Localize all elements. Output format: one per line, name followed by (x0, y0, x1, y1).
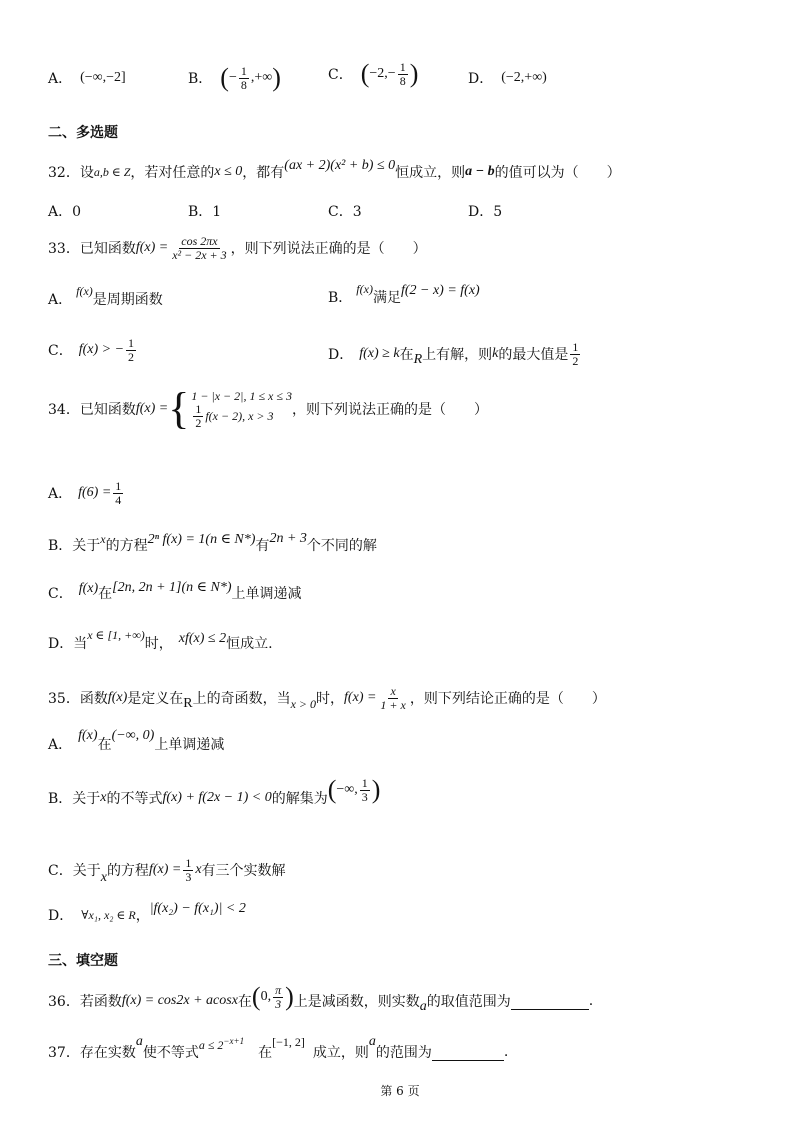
question-number: 37． (48, 1045, 80, 1061)
question-text: 时， (316, 691, 345, 707)
option-text: 有三个实数解 (201, 863, 286, 879)
case-1: 1 − |x − 2|, 1 ≤ x ≤ 3 (191, 388, 292, 403)
fraction (126, 337, 136, 363)
option-text: 恒成立. (226, 636, 273, 652)
math-expr: xf(x) ≤ 2 (178, 631, 227, 646)
q31-option-c (328, 52, 418, 96)
answer-blank[interactable] (432, 1044, 504, 1061)
option-label: A． (48, 486, 73, 502)
math-expr: f(x) (107, 690, 128, 705)
option-label: B． (48, 791, 73, 807)
option-text: 是周期函数 (92, 292, 163, 308)
question-text: ，则下列说法正确的是（ ） (291, 402, 488, 418)
math-expr: x (100, 790, 107, 805)
frac-den: 8 (240, 77, 247, 92)
option-label: D． (48, 908, 74, 924)
q32-option-a: A．0 (48, 204, 82, 220)
question-37 (48, 1034, 760, 1070)
math-expr: (−∞, 0) (111, 728, 155, 743)
q34-option-d (48, 628, 273, 658)
option-text: 上有解，则 (422, 347, 493, 363)
frac-num: x (390, 683, 396, 698)
q34-option-c (48, 578, 302, 608)
q35-option-a (48, 728, 224, 760)
math-expr: 2n + 3 (269, 531, 307, 546)
math-expr: f(x) = (344, 690, 377, 705)
case-2 (191, 403, 292, 429)
option-text: 的方程 (106, 863, 149, 879)
math-expr: f(x) (78, 581, 99, 596)
option-text: ， (135, 908, 150, 924)
frac-den: 8 (399, 73, 406, 88)
q33-option-d (328, 334, 582, 374)
option-head: −2,− (369, 66, 396, 81)
option-label: C． (328, 67, 353, 83)
section-heading-fill-in: 三、填空题 (48, 953, 118, 969)
question-33 (48, 228, 760, 268)
math-expr: 2ⁿ f(x) = 1(n ∈ N*) (147, 531, 256, 547)
math-expr: f(x) + f(2x − 1) < 0 (162, 790, 272, 805)
option-label: A． (48, 71, 73, 87)
frac-den: 2 (128, 349, 135, 364)
math-expr: x (100, 870, 107, 885)
case-2-expr: f(x − 2), x > 3 (205, 408, 274, 423)
math-expr: a − b (465, 164, 495, 179)
option-text: 当 (73, 636, 88, 652)
frac-den: 4 (115, 492, 122, 507)
option-label: D． (328, 347, 354, 363)
paren-close: ) (272, 63, 281, 92)
frac-num: 1 (195, 402, 202, 417)
frac-num: π (275, 982, 282, 997)
answer-blank[interactable] (511, 993, 589, 1010)
math-expr: a,b ∈ Z (93, 164, 131, 179)
question-text: 在 (258, 1045, 273, 1061)
q31-option-a (48, 64, 126, 92)
option-text: 在 (399, 347, 414, 363)
section-heading-multiple-choice: 二、多选题 (48, 125, 118, 141)
option-text: 个不同的解 (306, 538, 377, 554)
option-label: C． (48, 863, 73, 879)
question-text: 是定义在 (127, 691, 184, 707)
question-text: 已知函数 (79, 241, 136, 257)
fraction (273, 984, 283, 1010)
math-expr: f(2 − x) = f(x) (400, 283, 480, 298)
math-expr: [−1, 2] (272, 1034, 305, 1049)
frac-den: 3 (185, 869, 192, 884)
question-number: 33． (48, 241, 80, 257)
math-expr: (ax + 2)(x² + b) ≤ 0 (284, 158, 396, 173)
q34-option-b (48, 530, 377, 560)
frac-den: 1 + x (380, 697, 406, 712)
option-text: 关于 (72, 538, 101, 554)
option-label: A． (48, 737, 73, 753)
fraction (193, 403, 203, 429)
question-text: ，则下列说法正确的是（ ） (230, 241, 427, 257)
fraction (239, 65, 249, 91)
frac-den: 2 (572, 353, 579, 368)
question-text: 存在实数 (79, 1045, 136, 1061)
question-text: 上的奇函数，当 (192, 691, 291, 707)
option-tail: ,+∞ (250, 70, 273, 85)
math-expr-with-exponent (199, 1036, 244, 1053)
interval-head: 0, (260, 989, 272, 1004)
question-text: 上是减函数，则实数 (293, 994, 420, 1010)
question-text: 已知函数 (79, 402, 136, 418)
option-text: 的最大值是 (498, 347, 569, 363)
option-text: 上单调递减 (231, 586, 302, 602)
question-number: 34． (48, 402, 80, 418)
math-expr: a (368, 1034, 376, 1049)
question-36 (48, 980, 760, 1022)
frac-num: 1 (361, 775, 368, 790)
option-label: B． (48, 538, 73, 554)
frac-num: 1 (185, 855, 192, 870)
math-expr: a (135, 1034, 143, 1049)
question-text: 函数 (79, 691, 108, 707)
frac-num: 1 (399, 59, 406, 74)
math-expr: k (492, 346, 499, 361)
frac-den: 3 (275, 996, 282, 1011)
question-text: 恒成立，则 (395, 165, 466, 181)
question-text: 使不等式 (142, 1045, 199, 1061)
q34-option-a (48, 472, 125, 514)
math-expr: x (100, 531, 106, 546)
paren-open: ( (327, 775, 337, 804)
q35-option-d (48, 900, 246, 930)
interval-head: −∞, (336, 782, 358, 797)
brace-symbol: { (168, 384, 190, 433)
question-text: 的取值范围为 (426, 994, 511, 1010)
question-text: . (503, 1044, 509, 1060)
question-text: . (588, 993, 594, 1009)
option-label: D． (48, 636, 74, 652)
question-text: ，都有 (242, 165, 285, 181)
option-label: A． (48, 292, 73, 308)
math-expr: f(6) = (78, 485, 112, 500)
frac-num: 1 (115, 478, 122, 493)
math-expr: f(x) (78, 728, 98, 743)
option-text: 在 (98, 586, 113, 602)
math-expr: f(x) = cos2x + acosx (121, 993, 238, 1008)
option-label: B． (328, 290, 353, 306)
question-35 (48, 678, 760, 718)
option-text: 满足 (372, 290, 401, 306)
q32-option-c: C．3 (328, 204, 362, 220)
option-text: 关于 (72, 863, 101, 879)
option-value: (−2,+∞) (501, 70, 547, 85)
option-text: 时， (144, 636, 173, 652)
math-expr: a (419, 999, 427, 1014)
question-34 (48, 378, 760, 440)
frac-num: 1 (128, 335, 135, 350)
option-label: B． (188, 71, 213, 87)
math-expr: R (413, 352, 423, 367)
frac-num: 1 (240, 63, 247, 78)
q32-option-b: B．1 (188, 204, 222, 220)
fraction (570, 341, 580, 367)
math-expr: f(x) > − (78, 342, 125, 357)
option-label: C． (48, 586, 73, 602)
paren-open: ( (251, 982, 261, 1011)
q31-option-b (188, 56, 281, 100)
math-expr: f(x) (76, 283, 93, 298)
question-text: 成立，则 (312, 1045, 369, 1061)
q33-option-a (48, 284, 163, 314)
paren-close: ) (371, 775, 381, 804)
question-number: 35． (48, 691, 80, 707)
option-text: 的解集为 (271, 791, 328, 807)
math-expr: x ∈ [1, +∞) (87, 627, 145, 642)
math-expr: f(x) = (148, 862, 182, 877)
paren-close: ) (285, 982, 294, 1011)
option-text: 上单调递减 (154, 737, 225, 753)
question-text: ，则下列结论正确的是（ ） (409, 691, 606, 707)
question-text: 在 (237, 994, 252, 1010)
fraction (183, 857, 193, 883)
math-expr: x ≤ 0 (214, 164, 243, 179)
page-number: 第 6 页 (380, 1084, 420, 1098)
question-number: 36． (48, 994, 80, 1010)
fraction (170, 235, 228, 261)
math-expr: x (195, 862, 202, 877)
frac-num: 1 (572, 339, 579, 354)
piecewise-cases (191, 389, 292, 430)
math-expr: f(x) = (135, 401, 169, 416)
option-value: (−∞,−2] (80, 70, 126, 85)
question-text: ，若对任意的 (130, 165, 215, 181)
frac-den: 3 (361, 789, 368, 804)
fraction (113, 480, 123, 506)
question-text: 的值可以为（ ） (494, 165, 621, 181)
option-text: 关于 (72, 791, 101, 807)
math-expr: x > 0 (290, 696, 317, 711)
paren-close: ) (409, 59, 419, 88)
q35-option-b (48, 776, 380, 820)
math-expr: ∀x₁, x₂ ∈ R (81, 907, 136, 922)
option-label: D． (468, 71, 494, 87)
option-text: 有 (255, 538, 270, 554)
paren-open: ( (220, 63, 229, 92)
question-text: 若函数 (79, 994, 122, 1010)
math-expr: R (183, 696, 193, 711)
math-expr: |f(x₂) − f(x₁)| < 2 (149, 901, 246, 916)
math-expr: [2n, 2n + 1](n ∈ N*) (112, 579, 232, 595)
option-text: 的方程 (105, 538, 148, 554)
math-expr: a ≤ 2 (198, 1037, 224, 1052)
q31-option-d (468, 64, 547, 92)
q33-option-b (328, 282, 480, 312)
question-number: 32． (48, 165, 80, 181)
math-expr: f(x) = (135, 240, 169, 255)
question-text: 的范围为 (375, 1045, 432, 1061)
frac-num: cos 2πx (181, 233, 218, 248)
frac-den: 2 (195, 415, 202, 430)
math-expr: f(x) ≥ k (359, 346, 400, 361)
q35-option-c (48, 850, 286, 890)
fraction (360, 777, 370, 803)
exponent: −x+1 (223, 1035, 245, 1046)
minus-sign: − (228, 70, 237, 85)
frac-den: x² − 2x + 3 (172, 247, 227, 262)
fraction (398, 61, 408, 87)
q33-option-c (48, 330, 138, 370)
q32-option-d: D．5 (468, 204, 503, 220)
question-text: 设 (79, 165, 94, 181)
option-text: 的不等式 (106, 791, 163, 807)
fraction (378, 685, 407, 711)
option-text: 在 (97, 737, 112, 753)
question-32 (48, 160, 760, 184)
option-label: C． (48, 343, 73, 359)
paren-open: ( (360, 59, 370, 88)
math-expr: f(x) (356, 281, 373, 296)
